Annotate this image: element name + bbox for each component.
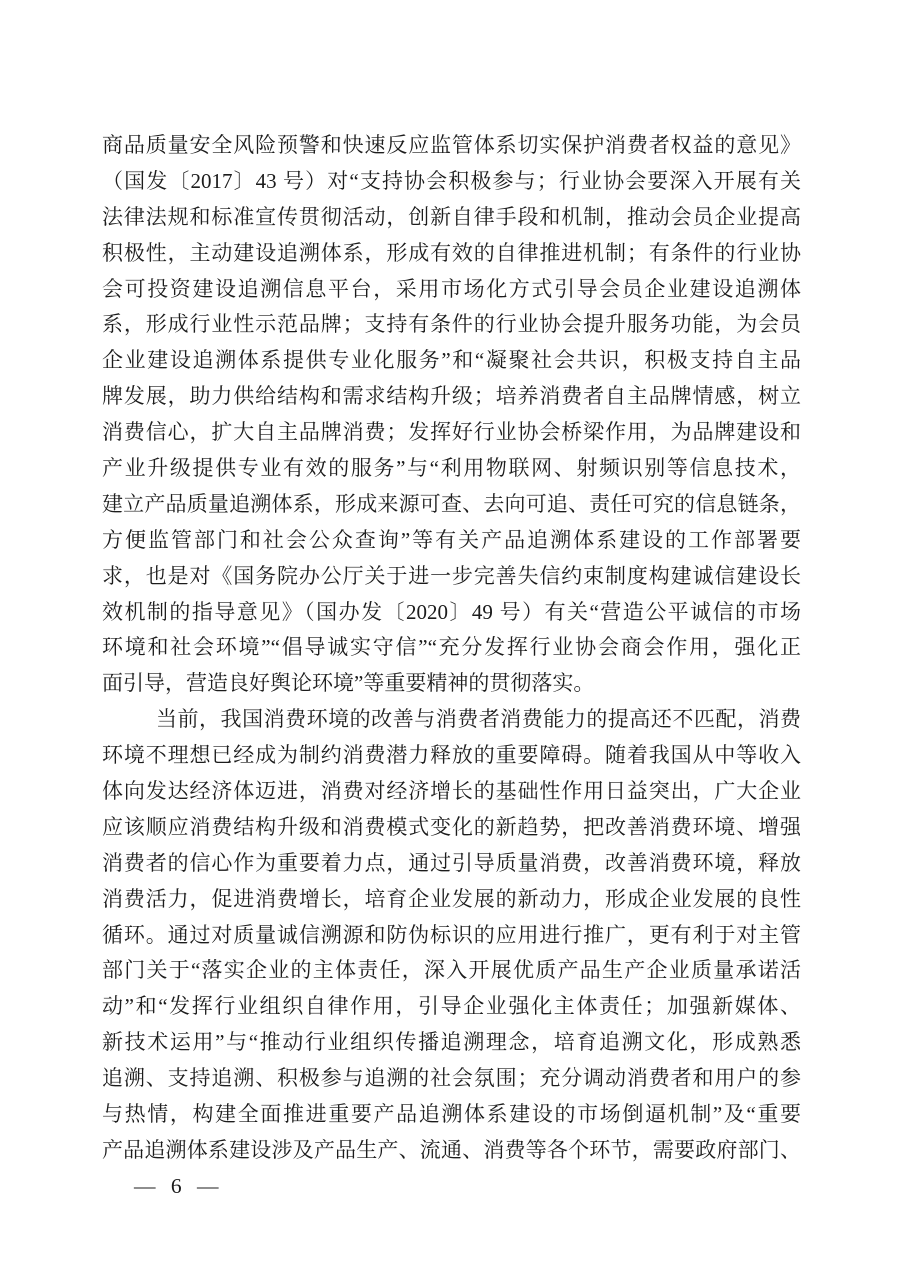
text-line: 系，形成行业性示范品牌；支持有条件的行业协会提升服务功能，为会员 xyxy=(102,312,801,337)
text-line: 体向发达经济体迈进，消费对经济增长的基础性作用日益突出，广大企业 xyxy=(102,779,801,804)
text-line: 商品质量安全风险预警和快速反应监管体系切实保护消费者权益的意见》 xyxy=(102,133,801,157)
body-text-block xyxy=(102,128,801,1169)
page-number: — 6 — xyxy=(134,1174,224,1198)
text-line: 积极性，主动建设追溯体系，形成有效的自律推进机制；有条件的行业协 xyxy=(102,240,801,265)
text-line: 部门关于“落实企业的主体责任，深入开展优质产品生产企业质量承诺活 xyxy=(102,958,801,983)
text-line: 产品追溯体系建设涉及产品生产、流通、消费等各个环节，需要政府部门、 xyxy=(102,1137,801,1162)
text-line: （国发〔2017〕43 号）对“支持协会积极参与；行业协会要深入开展有关 xyxy=(102,168,801,193)
text-line: 方便监管部门和社会公众查询”等有关产品追溯体系建设的工作部署要 xyxy=(102,527,801,552)
text-line: 与热情，构建全面推进重要产品追溯体系建设的市场倒逼机制”及“重要 xyxy=(102,1102,801,1127)
text-line: 动”和“发挥行业组织自律作用，引导企业强化主体责任；加强新媒体、 xyxy=(102,994,801,1019)
text-line: 环境和社会环境”“倡导诚实守信”“充分发挥行业协会商会作用，强化正 xyxy=(102,635,801,660)
text-line: 应该顺应消费结构升级和消费模式变化的新趋势，把改善消费环境、增强 xyxy=(102,814,801,839)
text-line: 消费信心，扩大自主品牌消费；发挥好行业协会桥梁作用，为品牌建设和 xyxy=(102,420,801,445)
paragraph-continuation xyxy=(102,128,801,702)
text-line: 会可投资建设追溯信息平台，采用市场化方式引导会员企业建设追溯体 xyxy=(102,276,801,301)
text-line: 效机制的指导意见》（国办发〔2020〕49 号）有关“营造公平诚信的市场 xyxy=(102,599,801,624)
text-line: 企业建设追溯体系提供专业化服务”和“凝聚社会共识，积极支持自主品 xyxy=(102,348,801,373)
text-line: 建立产品质量追溯体系，形成来源可查、去向可追、责任可究的信息链条， xyxy=(102,491,801,516)
text-line: 产业升级提供专业有效的服务”与“利用物联网、射频识别等信息技术， xyxy=(102,456,801,481)
text-line: 当前，我国消费环境的改善与消费者消费能力的提高还不匹配，消费 xyxy=(156,707,801,732)
text-line: 求，也是对《国务院办公厅关于进一步完善失信约束制度构建诚信建设长 xyxy=(102,563,801,588)
text-line: 消费活力，促进消费增长，培育企业发展的新动力，形成企业发展的良性 xyxy=(102,886,801,911)
text-line: 追溯、支持追溯、积极参与追溯的社会氛围；充分调动消费者和用户的参 xyxy=(102,1066,801,1091)
text-line: 牌发展，助力供给结构和需求结构升级；培养消费者自主品牌情感，树立 xyxy=(102,384,801,409)
text-line: 法律法规和标准宣传贯彻活动，创新自律手段和机制，推动会员企业提高 xyxy=(102,204,801,229)
text-line: 消费者的信心作为重要着力点，通过引导质量消费，改善消费环境，释放 xyxy=(102,850,801,875)
text-line: 面引导，营造良好舆论环境”等重要精神的贯彻落实。 xyxy=(102,671,595,696)
text-line: 新技术运用”与“推动行业组织传播追溯理念，培育追溯文化，形成熟悉 xyxy=(102,1030,801,1055)
text-line: 环境不理想已经成为制约消费潜力释放的重要障碍。随着我国从中等收入 xyxy=(102,743,801,768)
text-line: 循环。通过对质量诚信溯源和防伪标识的应用进行推广，更有利于对主管 xyxy=(102,922,801,947)
paragraph-second xyxy=(102,702,801,1169)
